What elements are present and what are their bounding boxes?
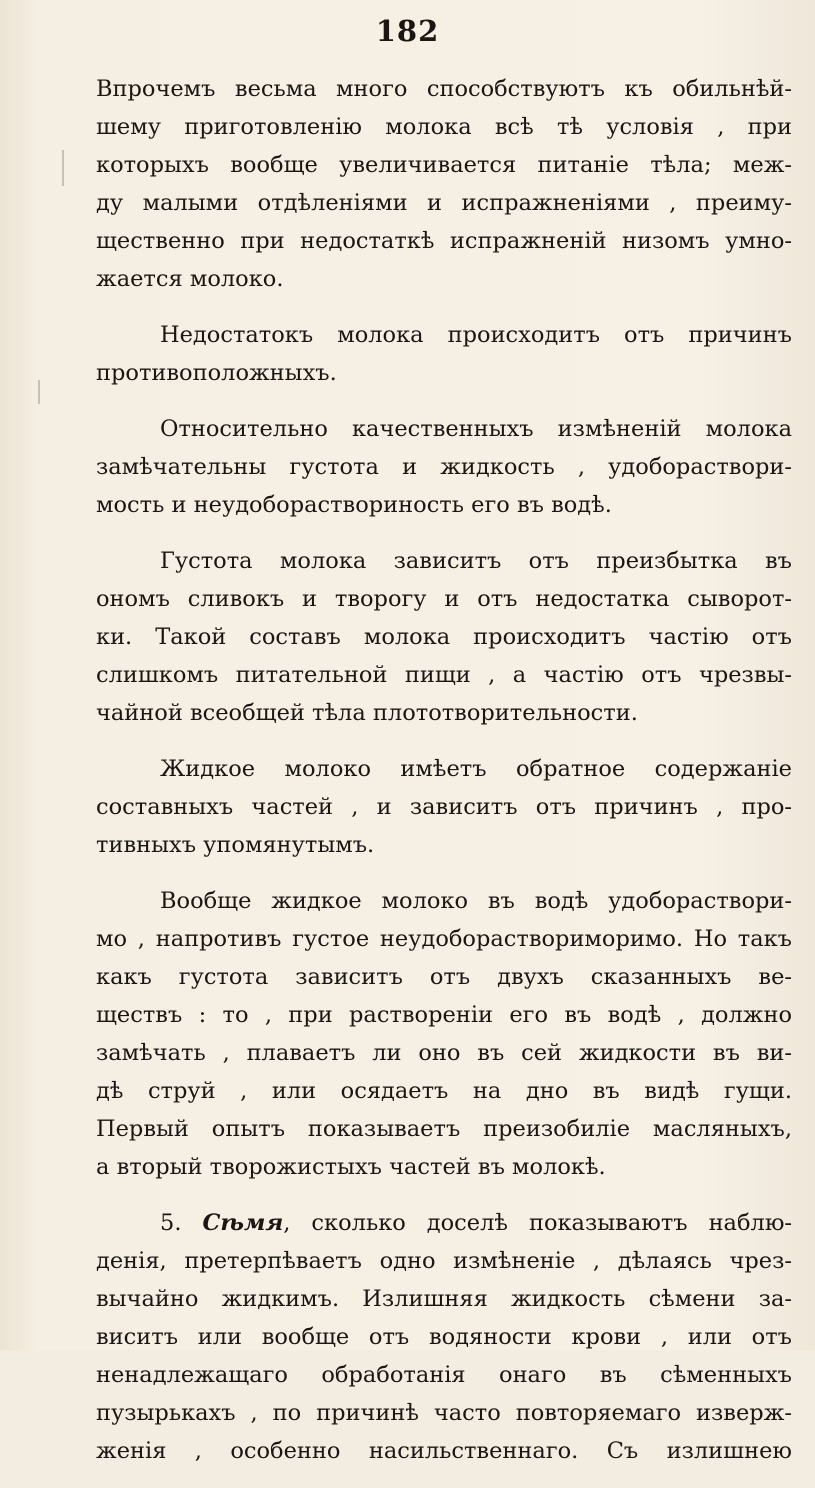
margin-pencil-mark <box>62 150 64 186</box>
text-line: жается молоко. <box>96 266 284 292</box>
text-line: ществъ : то , при раствореніи его въ водѣ , должно <box>96 1002 792 1028</box>
text-line: пузырькахъ , по причинѣ часто повторяемаго изверж- <box>96 1400 792 1426</box>
paragraph <box>96 1204 792 1470</box>
text-line: женія , особенно насильственнаго. Съ излишнею <box>96 1438 792 1464</box>
text-line: ки. Такой составъ молока происходитъ частію отъ <box>96 624 792 650</box>
text-line: щественно при недостаткѣ испражненій низомъ умно- <box>96 228 792 254</box>
text-line: Относительно качественныхъ измѣненій молока <box>160 416 792 442</box>
paragraph <box>96 316 792 392</box>
text-line: какъ густота зависитъ отъ двухъ сказанныхъ ве- <box>96 964 792 990</box>
body-text <box>96 70 792 1488</box>
paragraph <box>96 750 792 864</box>
text-line: Недостатокъ молока происходитъ отъ причинъ <box>160 322 792 348</box>
text-line: Жидкое молоко имѣетъ обратное содержаніе <box>160 756 792 782</box>
text-line: которыхъ вообще увеличивается питаніе тѣла; меж- <box>96 152 792 178</box>
text-line: противоположныхъ. <box>96 360 337 386</box>
text-line: вычайно жидкимъ. Излишняя жидкость сѣмени за- <box>96 1286 792 1312</box>
section-number: 5. <box>160 1210 182 1236</box>
text-line: дѣ струй , или осядаетъ на дно въ видѣ гущи. <box>96 1078 792 1104</box>
margin-pencil-mark <box>38 380 40 404</box>
text-line: составныхъ частей , и зависитъ отъ причинъ , про- <box>96 794 792 820</box>
paragraph <box>96 882 792 1186</box>
paragraph <box>96 70 792 298</box>
text-line: а вторый творожистыхъ частей въ молокѣ. <box>96 1154 606 1180</box>
paragraph <box>96 542 792 732</box>
paragraph <box>96 410 792 524</box>
text-line: ономъ сливокъ и творогу и отъ недостатка сыворот- <box>96 586 792 612</box>
text-line: мость и неудобораствориность его въ водѣ. <box>96 492 612 518</box>
text-line: чайной всеобщей тѣла плототворительности. <box>96 700 638 726</box>
text-line: шему приготовленію молока всѣ тѣ условія , при <box>96 114 792 140</box>
page-number: 182 <box>375 14 440 48</box>
text-line: Впрочемъ весьма много способствуютъ къ обильнѣй- <box>96 76 792 102</box>
text-line: замѣчать , плаваетъ ли оно въ сей жидкости въ ви- <box>96 1040 792 1066</box>
text-line: тивныхъ упомянутымъ. <box>96 832 375 858</box>
text-line: мо , напротивъ густое неудобораствориморимо. Но такъ <box>96 926 792 952</box>
text-line <box>96 1204 792 1242</box>
text-fragment: , сколько доселѣ показываютъ наблю- <box>283 1210 792 1236</box>
text-line: Первый опытъ показываетъ преизобиліе масляныхъ, <box>96 1116 792 1142</box>
text-line: ненадлежащаго обработанія онаго въ сѣменныхъ <box>96 1362 792 1388</box>
section-term: Сѣмя <box>202 1210 284 1236</box>
text-line: денія, претерпѣваетъ одно измѣненіе , дѣлаясь чрез- <box>96 1248 792 1274</box>
text-line: замѣчательны густота и жидкость , удобораствори- <box>96 454 792 480</box>
text-line: ду малыми отдѣленіями и испражненіями , преиму- <box>96 190 792 216</box>
text-line: виситъ или вообще отъ водяности крови , или отъ <box>96 1324 792 1350</box>
text-line: Вообще жидкое молоко въ водѣ удобораствори- <box>160 888 792 914</box>
text-line: слишкомъ питательной пищи , а частію отъ чрезвы- <box>96 662 792 688</box>
text-line: Густота молока зависитъ отъ преизбытка въ <box>160 548 792 574</box>
